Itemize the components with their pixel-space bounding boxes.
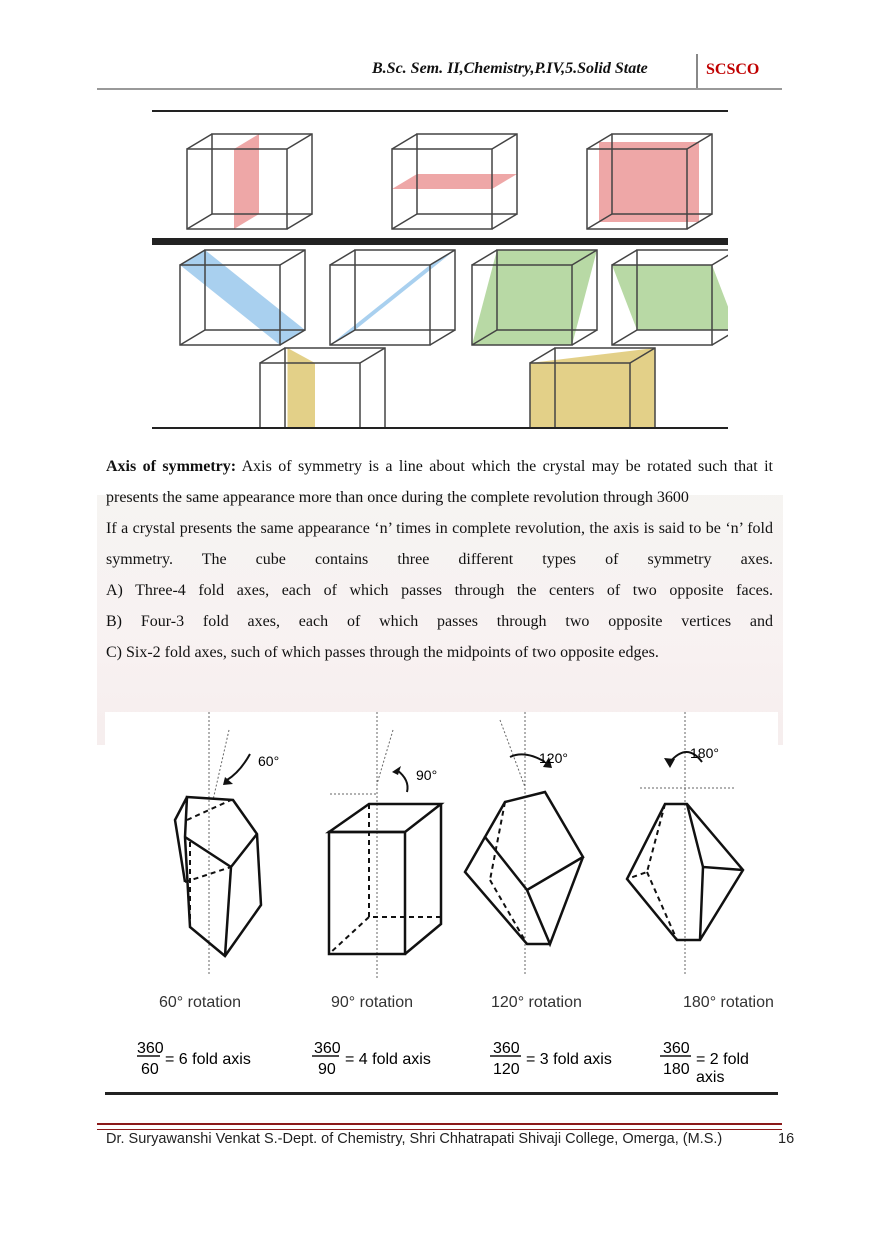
fraction-denominator: 180 — [663, 1061, 690, 1078]
body-text — [106, 451, 773, 668]
fold-result: = 4 fold axis — [345, 1051, 431, 1068]
fold-result: = 6 fold axis — [165, 1051, 251, 1068]
cube-front-plane — [587, 134, 712, 229]
paragraph-n-fold: If a crystal presents the same appearance ‘n’ times in complete revolution, the axis is said to be ‘n’ fold symmetry. The cube contains three different types of symmetry axes. — [106, 520, 773, 568]
cube-diagonal-green-1 — [472, 250, 597, 345]
cube-diagonal-yellow-2 — [530, 348, 655, 427]
caption-180: 180° rotation — [683, 994, 774, 1011]
tilted-cube-drawing — [465, 792, 583, 944]
header-code: SCSCO — [706, 61, 760, 78]
angle-label-60: 60° — [258, 753, 280, 769]
cube-vertical-plane — [187, 134, 312, 229]
angle-label-90: 90° — [416, 767, 438, 783]
item-a: A) Three-4 fold axes, each of which passes through the centers of two opposite faces. — [106, 582, 773, 599]
paragraph-definition — [106, 451, 773, 513]
fraction-numerator: 360 — [663, 1040, 690, 1057]
header-title: B.Sc. Sem. II,Chemistry,P.IV,5.Solid State — [372, 60, 648, 77]
angle-label-120: 120° — [539, 750, 568, 766]
planes-of-symmetry-figure — [152, 110, 728, 429]
page-number: 16 — [778, 1131, 795, 1147]
cube-diagonal-blue-1 — [180, 250, 305, 345]
caption-120: 120° rotation — [491, 994, 582, 1011]
fraction-numerator: 360 — [493, 1040, 520, 1057]
item-b: B) Four-3 fold axes, each of which passes through two opposite vertices and — [106, 613, 773, 630]
fraction-denominator: 120 — [493, 1061, 520, 1078]
hexagonal-prism-drawing — [175, 797, 261, 956]
cube-horizontal-plane — [392, 134, 517, 229]
fraction-numerator: 360 — [314, 1040, 341, 1057]
header-divider — [696, 54, 698, 88]
cube-diagonal-green-2 — [612, 250, 728, 345]
caption-90: 90° rotation — [331, 994, 414, 1011]
cube-diagonal-yellow-1 — [260, 348, 385, 427]
angle-label-180: 180° — [690, 745, 719, 761]
item-c: C) Six-2 fold axes, such of which passes through the midpoints of two opposite edges. — [106, 644, 659, 661]
fold-result: = 2 fold axis — [696, 1051, 749, 1086]
footer-text: Dr. Suryawanshi Venkat S.-Dept. of Chemistry, Shri Chhatrapati Shivaji College, Omerga, (M.S.) — [106, 1131, 723, 1147]
header-rule — [97, 88, 782, 90]
fraction-denominator: 90 — [318, 1061, 336, 1078]
term-axis-of-symmetry: Axis of symmetry: — [106, 458, 237, 475]
footer-rule — [97, 1123, 782, 1130]
fold-result: = 3 fold axis — [526, 1051, 612, 1068]
cube-diagonal-blue-2 — [330, 250, 455, 345]
cube-drawing — [329, 804, 441, 954]
caption-60: 60° rotation — [159, 994, 242, 1011]
fraction-numerator: 360 — [137, 1040, 164, 1057]
fraction-denominator: 60 — [141, 1061, 159, 1078]
rotation-axes-figure — [105, 712, 778, 1095]
definition-text: Axis of symmetry is a line about which the crystal may be rotated such that it presents the same appearance more than once during the complete revolution through 3600 — [106, 458, 773, 506]
